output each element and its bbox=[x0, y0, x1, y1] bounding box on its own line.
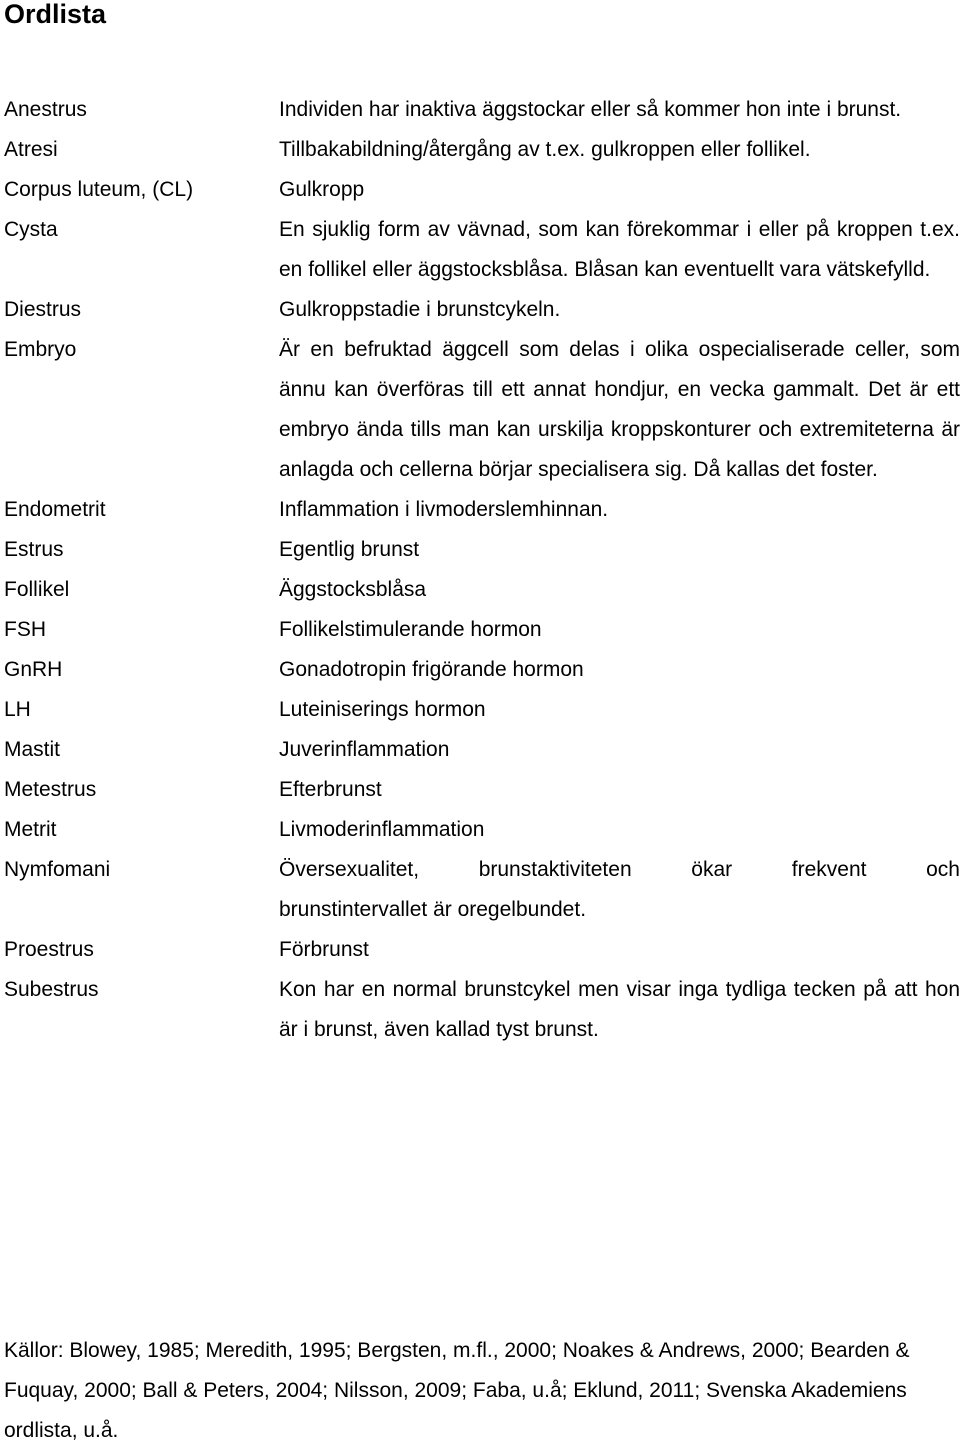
glossary-entry-atresi bbox=[4, 130, 960, 170]
glossary-term: Proestrus bbox=[4, 938, 94, 961]
glossary-definition: Gonadotropin frigörande hormon bbox=[279, 658, 584, 681]
glossary-entry-gnrh bbox=[4, 650, 960, 690]
glossary-entry-cysta bbox=[4, 210, 960, 290]
glossary-definition: Egentlig brunst bbox=[279, 538, 420, 561]
glossary-definition: Juverinflammation bbox=[279, 738, 450, 761]
glossary-definition: Kon har en normal brunstcykel men visar inga tydliga tecken på att hon är i brunst, även kallad tyst brunst. bbox=[279, 978, 960, 1041]
glossary-entry-follikel bbox=[4, 570, 960, 610]
glossary-entry-corpus-luteum bbox=[4, 170, 960, 210]
glossary-definition: En sjuklig form av vävnad, som kan förekommar i eller på kroppen t.ex. en follikel eller äggstocksblåsa. Blåsan kan eventuellt vara vätskefylld. bbox=[279, 218, 960, 281]
glossary-definition: Individen har inaktiva äggstockar eller så kommer hon inte i brunst. bbox=[279, 98, 902, 121]
glossary-definition: Gulkropp bbox=[279, 178, 365, 201]
glossary-entry-metestrus bbox=[4, 770, 960, 810]
glossary-definition: Follikelstimulerande hormon bbox=[279, 618, 542, 641]
glossary-term: FSH bbox=[4, 618, 46, 641]
glossary-term: Anestrus bbox=[4, 98, 87, 121]
glossary-entry-subestrus bbox=[4, 970, 960, 1050]
glossary-entry-proestrus bbox=[4, 930, 960, 970]
glossary-entry-diestrus bbox=[4, 290, 960, 330]
glossary-term: Follikel bbox=[4, 578, 70, 601]
sources-paragraph: Källor: Blowey, 1985; Meredith, 1995; Bergsten, m.fl., 2000; Noakes & Andrews, 2000; Bearden & Fuquay, 2000; Ball & Peters, 2004; Nilsson, 2009; Faba, u.å; Eklund, 2011; Svenska Akademiens ordlista, u.å. bbox=[4, 1339, 910, 1442]
glossary-entry-lh bbox=[4, 690, 960, 730]
glossary-term: Metestrus bbox=[4, 778, 97, 801]
glossary-definition: Är en befruktad äggcell som delas i olika ospecialiserade celler, som ännu kan överföras till ett annat hondjur, en vecka gammalt. Det är ett embryo ända tills man kan urskilja kroppskonturer och extremiteterna är anlagda och cellerna börjar specialisera sig. Då kallas det foster. bbox=[279, 338, 960, 481]
glossary-entry-nymfomani-cont bbox=[4, 890, 960, 930]
glossary-term: Embryo bbox=[4, 338, 77, 361]
glossary-definition: Gulkroppstadie i brunstcykeln. bbox=[279, 298, 561, 321]
glossary-definition: Inflammation i livmoderslemhinnan. bbox=[279, 498, 609, 521]
glossary-definition: Luteiniserings hormon bbox=[279, 698, 486, 721]
glossary-entry-metrit bbox=[4, 810, 960, 850]
glossary-term: LH bbox=[4, 698, 31, 721]
glossary-definition-line: brunstintervallet är oregelbundet. bbox=[279, 898, 587, 921]
glossary-entry-anestrus bbox=[4, 90, 960, 130]
glossary-entry-embryo bbox=[4, 330, 960, 490]
glossary-entry-mastit bbox=[4, 730, 960, 770]
glossary-term: Mastit bbox=[4, 738, 61, 761]
glossary-definition: Tillbakabildning/återgång av t.ex. gulkroppen eller follikel. bbox=[279, 138, 811, 161]
glossary-term: Diestrus bbox=[4, 298, 82, 321]
glossary-term: Estrus bbox=[4, 538, 64, 561]
glossary-term-spacer bbox=[4, 890, 279, 930]
glossary-definition: Äggstocksblåsa bbox=[279, 578, 427, 601]
glossary-entry-nymfomani bbox=[4, 850, 960, 890]
glossary-term: GnRH bbox=[4, 658, 63, 681]
glossary-definition: Förbrunst bbox=[279, 938, 369, 961]
page-title: Ordlista bbox=[4, 0, 107, 29]
glossary-term: Cysta bbox=[4, 218, 58, 241]
glossary-definition-line: Översexualitet, brunstaktiviteten ökar frekvent och bbox=[279, 858, 960, 881]
glossary-entry-fsh bbox=[4, 610, 960, 650]
glossary-term: Atresi bbox=[4, 138, 58, 161]
glossary-list bbox=[4, 90, 960, 1050]
glossary-entry-estrus bbox=[4, 530, 960, 570]
glossary-term: Nymfomani bbox=[4, 858, 111, 881]
glossary-term: Metrit bbox=[4, 818, 57, 841]
glossary-term: Corpus luteum, (CL) bbox=[4, 178, 194, 201]
glossary-term: Subestrus bbox=[4, 978, 99, 1001]
glossary-definition: Livmoderinflammation bbox=[279, 818, 485, 841]
glossary-entry-endometrit bbox=[4, 490, 960, 530]
glossary-definition: Efterbrunst bbox=[279, 778, 382, 801]
glossary-term: Endometrit bbox=[4, 498, 106, 521]
